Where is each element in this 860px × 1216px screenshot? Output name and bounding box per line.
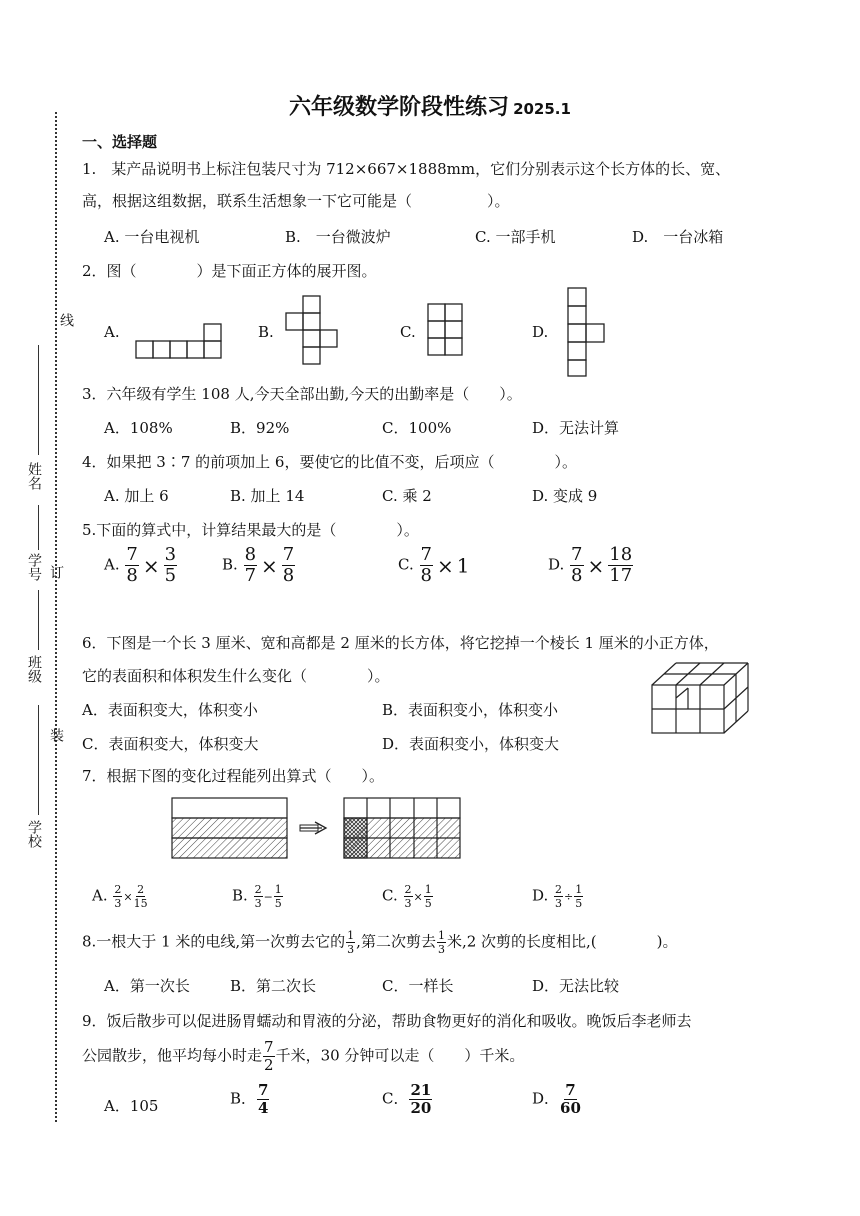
binding-dashed-line (55, 112, 57, 1122)
q9-option-c: C． $\frac{21}{20}$ (382, 1081, 432, 1117)
page-title (0, 90, 860, 121)
class-blank (38, 590, 39, 650)
q4-option-d: D. 变成 9 (532, 487, 598, 505)
net-b (284, 294, 342, 368)
school-blank (38, 705, 39, 815)
cut-mark-zhuang: 装 (48, 728, 64, 742)
q1-option-a: A. 一台电视机 (104, 228, 200, 246)
q8-option-a: A．第一次长 (104, 977, 190, 995)
q2-label-a: A. (104, 323, 120, 341)
net-d (566, 286, 608, 378)
q5-option-a: A. $\frac{7}{8}$ × $\frac{3}{5}$ (104, 544, 177, 586)
section-title: 一、选择题 (82, 133, 158, 151)
name-blank (38, 345, 39, 455)
q5-option-b: B. $\frac{8}{7}$ × $\frac{7}{8}$ (222, 544, 295, 586)
net-c (426, 302, 466, 358)
q7-option-b: B. $\frac{2}{3}$ − $\frac{1}{5}$ (232, 883, 282, 910)
q2-label-c: C. (400, 323, 416, 341)
q8-option-d: D．无法比较 (532, 977, 620, 995)
q8-option-c: C．一样长 (382, 977, 454, 995)
q2-label-b: B. (258, 323, 274, 341)
q7-option-a: A. $\frac{2}{3}$ × $\frac{2}{15}$ (92, 883, 148, 910)
q2-text: 2．图（ ）是下面正方体的展开图。 (82, 262, 377, 280)
q3-text: 3．六年级有学生 108 人,今天全部出勤,今天的出勤率是（ ）。 (82, 385, 522, 403)
q8-text: 8.一根大于 1 米的电线,第一次剪去它的 $\frac{1}{3}$ ,第二次剪去 $\frac{1}{3}$ 米,2 次剪的长度相比,( )。 (82, 929, 678, 956)
q4-text: 4．如果把 3∶7 的前项加上 6，要使它的比值不变，后项应（ ）。 (82, 453, 577, 471)
title-text: 六年级数学阶段性练习 (289, 95, 510, 120)
q3-option-b: B．92% (230, 419, 290, 437)
q8-option-b: B．第二次长 (230, 977, 317, 995)
q2-label-d: D. (532, 323, 549, 341)
q3-option-d: D．无法计算 (532, 419, 620, 437)
field-class: 班级 (26, 655, 42, 683)
q6-option-b: B．表面积变小，体积变小 (382, 701, 559, 719)
q4-option-b: B. 加上 14 (230, 487, 305, 505)
q1-option-c: C. 一部手机 (475, 228, 556, 246)
q7-diagram (170, 796, 466, 862)
title-date: 2025.1 (513, 100, 571, 118)
field-school: 学校 (26, 820, 42, 848)
q1-line2: 高，根据这组数据，联系生活想象一下它可能是（ ）。 (82, 192, 510, 210)
q1-line1: 1. 某产品说明书上标注包装尺寸为 712×667×1888mm，它们分别表示这个长方体的长、宽、 (82, 160, 731, 178)
q9-option-d: D． $\frac{7}{60}$ (532, 1081, 581, 1117)
q7-text: 7．根据下图的变化过程能列出算式（ ）。 (82, 767, 385, 785)
q9-line2: 公园散步，他平均每小时走 $\frac{7}{2}$ 千米，30 分钟可以走（ ）千米。 (82, 1038, 525, 1074)
field-name: 姓名 (26, 462, 42, 490)
q4-option-a: A. 加上 6 (104, 487, 169, 505)
q5-text: 5.下面的算式中，计算结果最大的是（ ）。 (82, 521, 419, 539)
q6-option-a: A．表面积变大，体积变小 (82, 701, 258, 719)
q6-option-c: C．表面积变大，体积变大 (82, 735, 259, 753)
cut-mark-ding: 订 (48, 565, 64, 579)
q6-line2: 它的表面积和体积发生什么变化（ ）。 (82, 667, 390, 685)
q3-option-c: C．100% (382, 419, 452, 437)
id-blank (38, 505, 39, 550)
q9-option-a: A．105 (104, 1097, 159, 1115)
q5-option-c: C. $\frac{7}{8}$ × 1 (398, 544, 470, 586)
q7-option-c: C. $\frac{2}{3}$ × $\frac{1}{5}$ (382, 883, 432, 910)
q9-line1: 9．饭后散步可以促进肠胃蠕动和胃液的分泌，帮助食物更好的消化和吸收。晚饭后李老师去 (82, 1012, 692, 1030)
cut-mark-line: 线 (58, 313, 74, 327)
q4-option-c: C. 乘 2 (382, 487, 432, 505)
q6-line1: 6．下图是一个长 3 厘米、宽和高都是 2 厘米的长方体，将它挖掉一个棱长 1 厘米的小正方体， (82, 634, 719, 652)
net-a (134, 322, 224, 360)
q9-option-b: B． $\frac{7}{4}$ (230, 1081, 269, 1117)
q5-option-d: D. $\frac{7}{8}$ × $\frac{18}{17}$ (548, 544, 633, 586)
q1-option-d: D. 一台冰箱 (632, 228, 724, 246)
field-id: 学号 (26, 553, 42, 581)
cuboid-figure (648, 658, 778, 740)
q7-option-d: D. $\frac{2}{3}$ ÷ $\frac{1}{5}$ (532, 883, 583, 910)
q6-option-d: D．表面积变小，体积变大 (382, 735, 560, 753)
q3-option-a: A．108% (104, 419, 173, 437)
q1-option-b: B. 一台微波炉 (285, 228, 391, 246)
